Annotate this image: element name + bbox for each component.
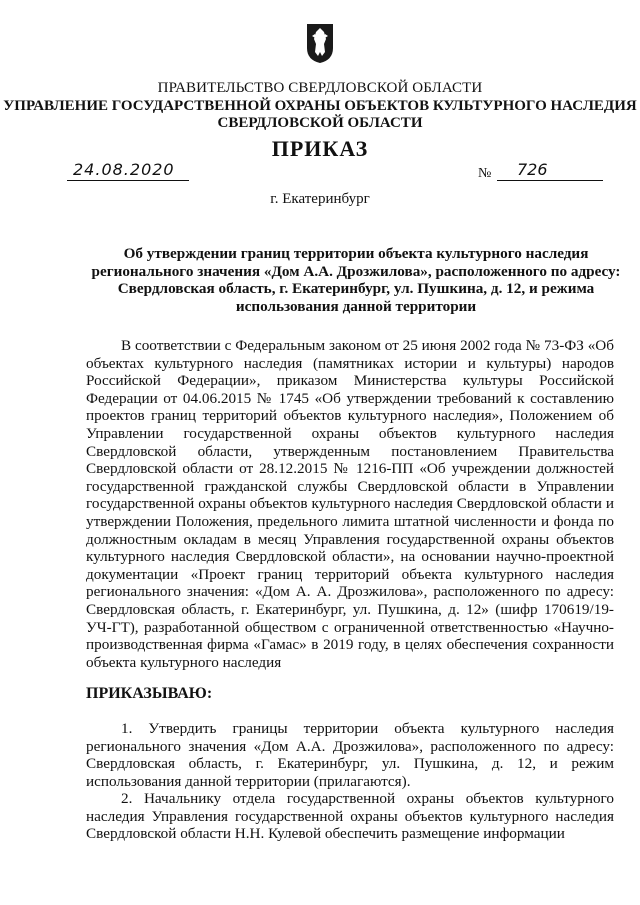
order-heading: ПРИКАЗЫВАЮ: (86, 685, 213, 702)
number-label: № (478, 166, 492, 181)
city: г. Екатеринбург (270, 191, 370, 207)
order-item-1: 1. Утвердить границы территории объекта культурного наследия регионального значения «Дом А.А. Дрозжилова», расположенного по адресу: Свердловская область, г. Екатеринбург, ул. Пушкина, д. 12, и режим использования данной территории (прилагаются). (86, 720, 614, 790)
coat-of-arms-icon (305, 22, 335, 64)
order-number: 726 (517, 160, 548, 179)
order-number-field (497, 160, 603, 181)
order-date-field (67, 160, 189, 181)
department-name (0, 98, 640, 132)
preamble-paragraph: В соответствии с Федеральным законом от 25 июня 2002 года № 73-ФЗ «Об объектах культурного наследия (памятниках истории и культуры) народов Российской Федерации», приказом Министерства культуры Российской Федерации от 04.06.2015 № 1745 «Об утверждении требований к составлению проектов границ территорий объектов культурного наследия», Положением об Управлении государственной охраны объектов культурного наследия Свердловской области, утвержденным постановлением Правительства Свердловской области от 28.12.2015 № 1216-ПП «Об учреждении должностей государственной гражданской службы Свердловской области в Управлении государственной охраны объектов культурного наследия Свердловской области и утверждении Положения, предельного лимита штатной численности и фонда по должностным окладам в месяц Управления государственной охраны объектов культурного наследия Свердловской области», на основании научно-проектной документации «Проект границ территорий объекта культурного наследия регионального значения: «Дом А. А. Дрозжилова», расположенного по адресу: Свердловская область, г. Екатеринбург, ул. Пушкина, д. 12» (шифр 170619/19-УЧ-ГТ), разработанной обществом с ограниченной ответственностью «Научно-производственная фирма «Гамас» в 2019 году, в целях обеспечения сохранности объекта культурного наследия (86, 337, 614, 671)
document-type: ПРИКАЗ (271, 136, 369, 161)
order-item-2: 2. Начальнику отдела государственной охраны объектов культурного наследия Управления государственной охраны объектов культурного наследия Свердловской области Н.Н. Кулевой обеспечить размещение информации (86, 790, 614, 843)
department-name-line-2: СВЕРДЛОВСКОЙ ОБЛАСТИ (217, 115, 423, 131)
order-date: 24.08.2020 (73, 160, 175, 179)
government-name: ПРАВИТЕЛЬСТВО СВЕРДЛОВСКОЙ ОБЛАСТИ (157, 80, 483, 96)
document-subject: Об утверждении границ территории объекта культурного наследия регионального значения «Дом А.А. Дрозжилова», расположенного по адресу: Свердловская область, г. Екатеринбург, ул. Пушкина, д. 12, и режима использования данной территории (91, 245, 621, 315)
department-name-line-1: УПРАВЛЕНИЕ ГОСУДАРСТВЕННОЙ ОХРАНЫ ОБЪЕКТОВ КУЛЬТУРНОГО НАСЛЕДИЯ (3, 98, 637, 114)
